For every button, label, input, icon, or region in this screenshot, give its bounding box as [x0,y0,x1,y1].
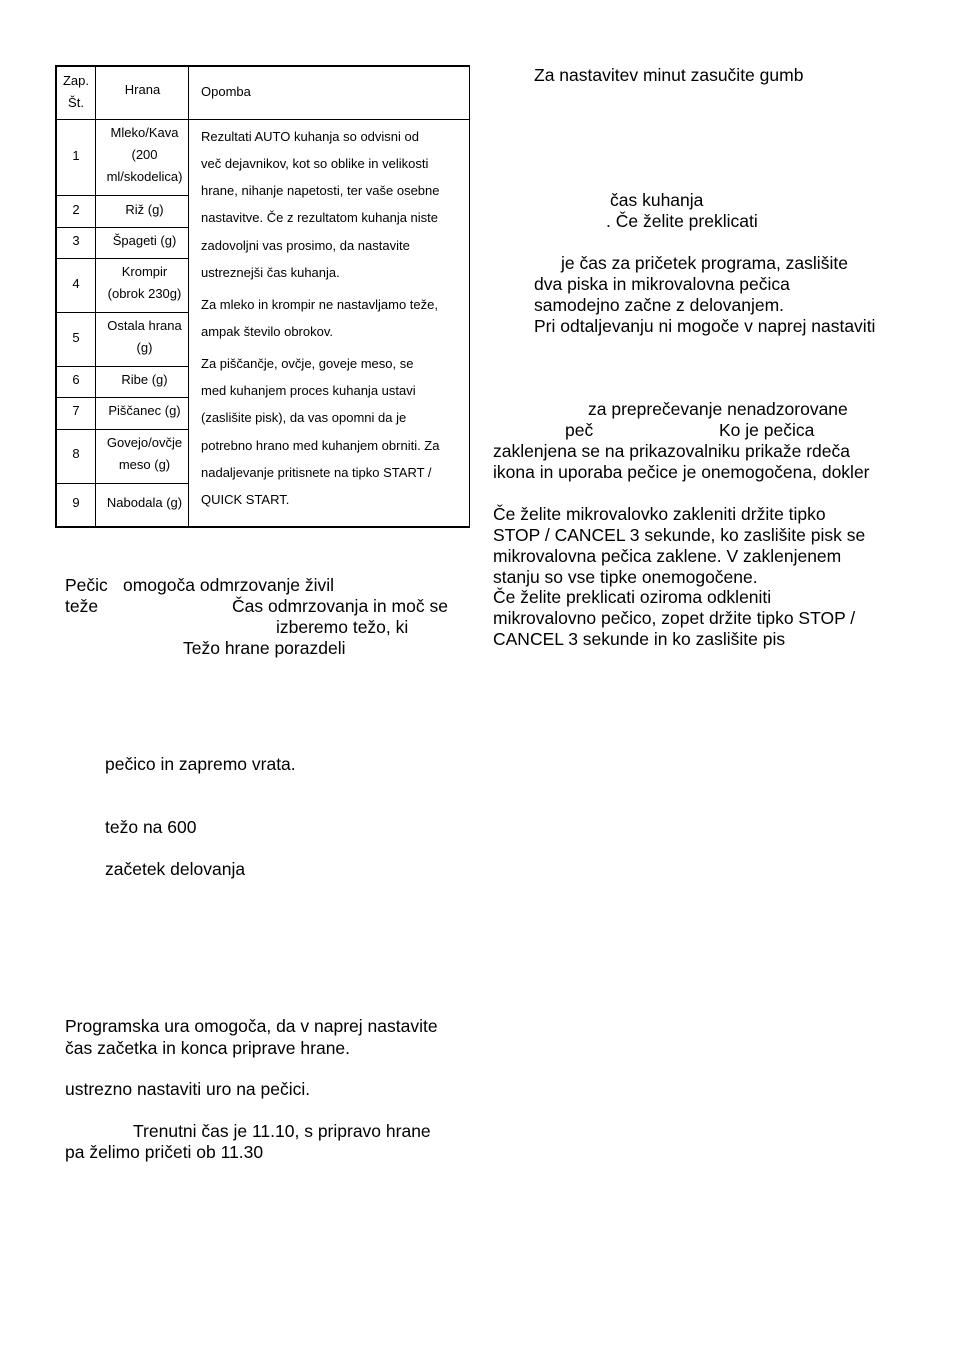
cancel-text: . Če želite preklicati [606,211,758,231]
table-note-line: Za mleko in krompir ne nastavljamo teže, [201,297,438,312]
defrost-text: izberemo težo, ki [276,617,409,637]
table-row-no: 6 [72,372,80,387]
program-start-text: Pri odtaljevanju ni mogoče v naprej nastaviti [534,316,876,336]
table-row-food: Riž (g) [125,202,164,217]
lock-text: STOP / CANCEL 3 sekunde, ko zaslišite pisk se [493,525,866,545]
table-note-line: zadovoljni vas prosimo, da nastavite [201,238,410,253]
table-row-food: Ribe (g) [121,372,168,387]
table-row-divider [55,312,189,313]
table-note-line: Za piščančje, ovčje, goveje meso, se [201,356,414,371]
defrost-text: omogoča odmrzovanje živil [123,575,335,595]
table-row-divider [55,483,189,484]
lock-text: mikrovalovna pečica zaklene. V zaklenjenem [493,546,842,566]
defrost-step: težo na 600 [105,817,197,837]
table-row-no: 4 [72,276,80,291]
program-start-text: samodejno začne z delovanjem. [534,295,785,315]
defrost-text: Pečic [65,575,108,595]
lock-text: ikona in uporaba pečice je onemogočena, dokler [493,462,870,482]
table-row-divider [55,227,189,228]
defrost-text: Čas odmrzovanja in moč se [232,596,448,616]
lock-text: mikrovalovno pečico, zopet držite tipko STOP / [493,608,856,628]
program-start-text: je čas za pričetek programa, zaslišite [561,253,848,273]
table-row-no: 5 [72,330,80,345]
table-row-food: Piščanec (g) [108,403,181,418]
lock-text: Če želite preklicati oziroma odkleniti [493,587,772,607]
minutes-text: Za nastavitev minut zasučite gumb [534,65,804,85]
cook-time-text: čas kuhanja [610,190,704,210]
timer-example: Trenutni čas je 11.10, s pripravo hrane [133,1121,431,1141]
table-row-divider [55,366,189,367]
table-border-right [469,65,471,527]
lock-text: stanju so vse tipke onemogočene. [493,567,758,587]
table-border-top [55,65,470,67]
program-start-text: dva piska in mikrovalovna pečica [534,274,790,294]
table-note-line: nastavitve. Če z rezultatom kuhanja niste [201,210,439,225]
table-row-food: Ostala hrana (g) [107,318,182,355]
table-row-no: 1 [72,148,80,163]
table-row-food: Mleko/Kava (200 ml/skodelica) [106,125,183,184]
table-row-food: Špageti (g) [112,233,177,248]
defrost-step: pečico in zapremo vrata. [105,754,296,774]
table-border-bottom [55,526,470,528]
table-row-no: 2 [72,202,80,217]
lock-text: peč [565,420,594,440]
table-note-line: potrebno hrano med kuhanjem obrniti. Za [201,438,440,453]
timer-text: ustrezno nastaviti uro na pečici. [65,1079,311,1099]
timer-text: čas začetka in konca priprave hrane. [65,1038,351,1058]
table-note-line: QUICK START. [201,492,290,507]
table-header-no: Zap. Št. [62,73,89,110]
table-note-line: nadaljevanje pritisnete na tipko START / [201,465,432,480]
table-note-line: več dejavnikov, kot so oblike in velikosti [201,156,429,171]
table-row-food: Govejo/ovčje meso (g) [106,435,183,472]
lock-text: Ko je pečica [719,420,815,440]
table-header-divider [55,119,470,120]
table-note-line: (zaslišite pisk), da vas opomni da je [201,410,407,425]
timer-example: pa želimo pričeti ob 11.30 [65,1142,264,1162]
table-row-divider [55,397,189,398]
table-row-food: Krompir (obrok 230g) [107,264,182,301]
table-note-line: hrane, nihanje napetosti, ter vaše osebne [201,183,440,198]
lock-text: CANCEL 3 sekunde in ko zaslišite pis [493,629,786,649]
table-header-food: Hrana [124,82,161,97]
defrost-text: teže [65,596,99,616]
lock-text: zaklenjena se na prikazovalniku prikaže rdeča [493,441,851,461]
table-row-no: 7 [72,403,80,418]
table-row-divider [55,429,189,430]
lock-text: za preprečevanje nenadzorovane [588,399,848,419]
defrost-step: začetek delovanja [105,859,246,879]
table-note-line: med kuhanjem proces kuhanja ustavi [201,383,416,398]
table-row-no: 3 [72,233,80,248]
table-row-divider [55,258,189,259]
timer-text: Programska ura omogoča, da v naprej nastavite [65,1016,438,1036]
table-header-note: Opomba [201,84,251,99]
table-row-food: Nabodala (g) [106,495,183,510]
table-note-line: ustreznejši čas kuhanja. [201,265,340,280]
table-row-no: 9 [72,495,80,510]
defrost-text: Težo hrane porazdeli [183,638,346,658]
lock-text: Če želite mikrovalovko zakleniti držite tipko [493,504,826,524]
table-row-divider [55,195,189,196]
table-note-line: ampak število obrokov. [201,324,333,339]
table-note-line: Rezultati AUTO kuhanja so odvisni od [201,129,419,144]
table-row-no: 8 [72,446,80,461]
